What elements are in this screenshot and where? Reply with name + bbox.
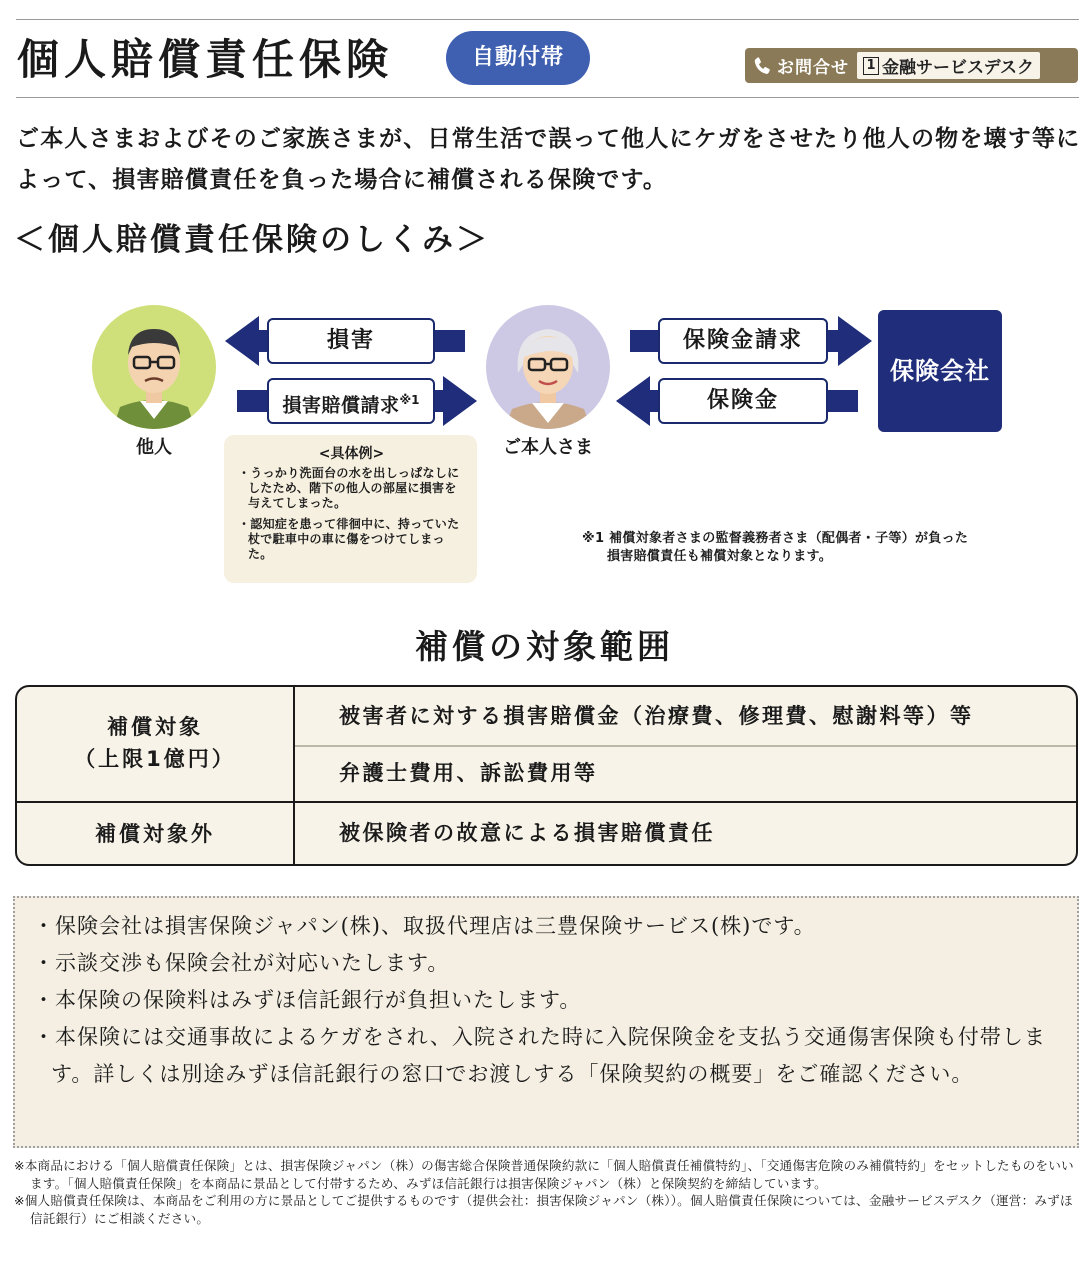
note-item: ・保険会社は損害保険ジャパン(株)、取扱代理店は三豊保険サービス(株)です。 xyxy=(33,914,816,938)
header-rule xyxy=(16,97,1079,98)
note-item: ・示談交渉も保険会社が対応いたします。 xyxy=(33,951,450,975)
small-note: ※本商品における「個人賠償責任保険」とは、損害保険ジャパン（株）の傷害総合保険普通保険約款に「個人賠償責任補償特約」、「交通傷害危険のみ補償特約」をセットしたものをいいます。「個人賠償責任保険」を本商品に景品として付帯するため、みずほ信託銀行は損害保険ジャパン（株）と保険契約を締結しています。 xyxy=(14,1158,1074,1191)
small-note: ※個人賠償責任保険は、本商品をご利用の方に景品としてご提供するものです（提供会社：損害保険ジャパン（株））。個人賠償責任保険については、金融サービスデスク（運営：みずほ信託銀行）にご相談ください。 xyxy=(14,1193,1073,1226)
excluded-head: 補償対象外 xyxy=(95,822,215,846)
coverage-title: 補償の対象範囲 xyxy=(415,627,674,666)
desk-name: 金融サービスデスク xyxy=(882,58,1034,78)
table-divider xyxy=(17,801,1076,803)
covered-head-line2: （上限1億円） xyxy=(74,747,236,771)
covered-item: 被害者に対する損害賠償金（治療費、修理費、慰謝料等）等 xyxy=(339,704,974,728)
damage-label: 損害 xyxy=(267,318,435,364)
claim-label-text: 損害賠償請求 xyxy=(282,394,400,417)
mechanism-title: ＜個人賠償責任保険のしくみ＞ xyxy=(14,222,490,258)
footnote-1-line1: ※1 補償対象者さまの監督義務者さま（配偶者・子等）が負った xyxy=(582,531,969,546)
insurance-claim-label: 保険金請求 xyxy=(658,318,828,364)
note-item: ・本保険には交通事故によるケガをされ、入院された時に入院保険金を支払う交通傷害保険も付帯します。詳しくは別途みずほ信託銀行の窓口でお渡しする「保険契約の概要」をご確認ください。 xyxy=(33,1025,1046,1086)
excluded-item: 被保険者の故意による損害賠償責任 xyxy=(339,821,715,845)
example-item: ・うっかり洗面台の水を出しっぱなしにしたため、階下の他人の部屋に損害を与えてしまった。 xyxy=(238,466,460,510)
example-box xyxy=(224,435,477,583)
insured-avatar-icon xyxy=(484,303,612,431)
insured-label: ご本人さま xyxy=(503,437,593,458)
auto-attached-badge: 自動付帯 xyxy=(446,31,590,85)
notes-box xyxy=(13,896,1079,1148)
table-divider xyxy=(293,687,295,864)
contact-label: お問合せ xyxy=(777,58,849,78)
example-title: <具体例> xyxy=(318,446,385,462)
lead-text: ご本人さまおよびそのご家族さまが、日常生活で誤って他人にケガをさせたり他人の物を壊す等によって、損害賠償責任を負った場合に補償される保険です。 xyxy=(16,126,1081,193)
covered-head-line1: 補償対象 xyxy=(107,715,203,739)
third-party-label: 他人 xyxy=(136,437,172,458)
covered-item: 弁護士費用、訴訟費用等 xyxy=(339,761,598,785)
insurer-box: 保険会社 xyxy=(878,310,1002,432)
coverage-table xyxy=(15,685,1078,866)
top-rule xyxy=(16,19,1079,20)
phone-icon xyxy=(751,54,775,78)
page-title: 個人賠償責任保険 xyxy=(17,35,394,84)
desk-number: 1 xyxy=(863,57,879,75)
contact-banner[interactable] xyxy=(745,48,1078,83)
footnote-1 xyxy=(582,530,968,566)
note-item: ・本保険の保険料はみずほ信託銀行が負担いたします。 xyxy=(33,988,582,1012)
example-item: ・認知症を患って徘徊中に、持っていた杖で駐車中の車に傷をつけてしまった。 xyxy=(238,517,460,561)
insurance-money-label: 保険金 xyxy=(658,378,828,424)
third-party-avatar-icon xyxy=(90,303,218,431)
table-divider xyxy=(295,745,1076,747)
contact-desk xyxy=(857,52,1040,79)
claim-note-mark: ※1 xyxy=(399,393,420,407)
claim-label xyxy=(267,378,435,424)
covered-head xyxy=(17,711,293,775)
small-notes xyxy=(14,1157,1078,1227)
footnote-1-line2: 損害賠償責任も補償対象となります。 xyxy=(607,549,833,564)
